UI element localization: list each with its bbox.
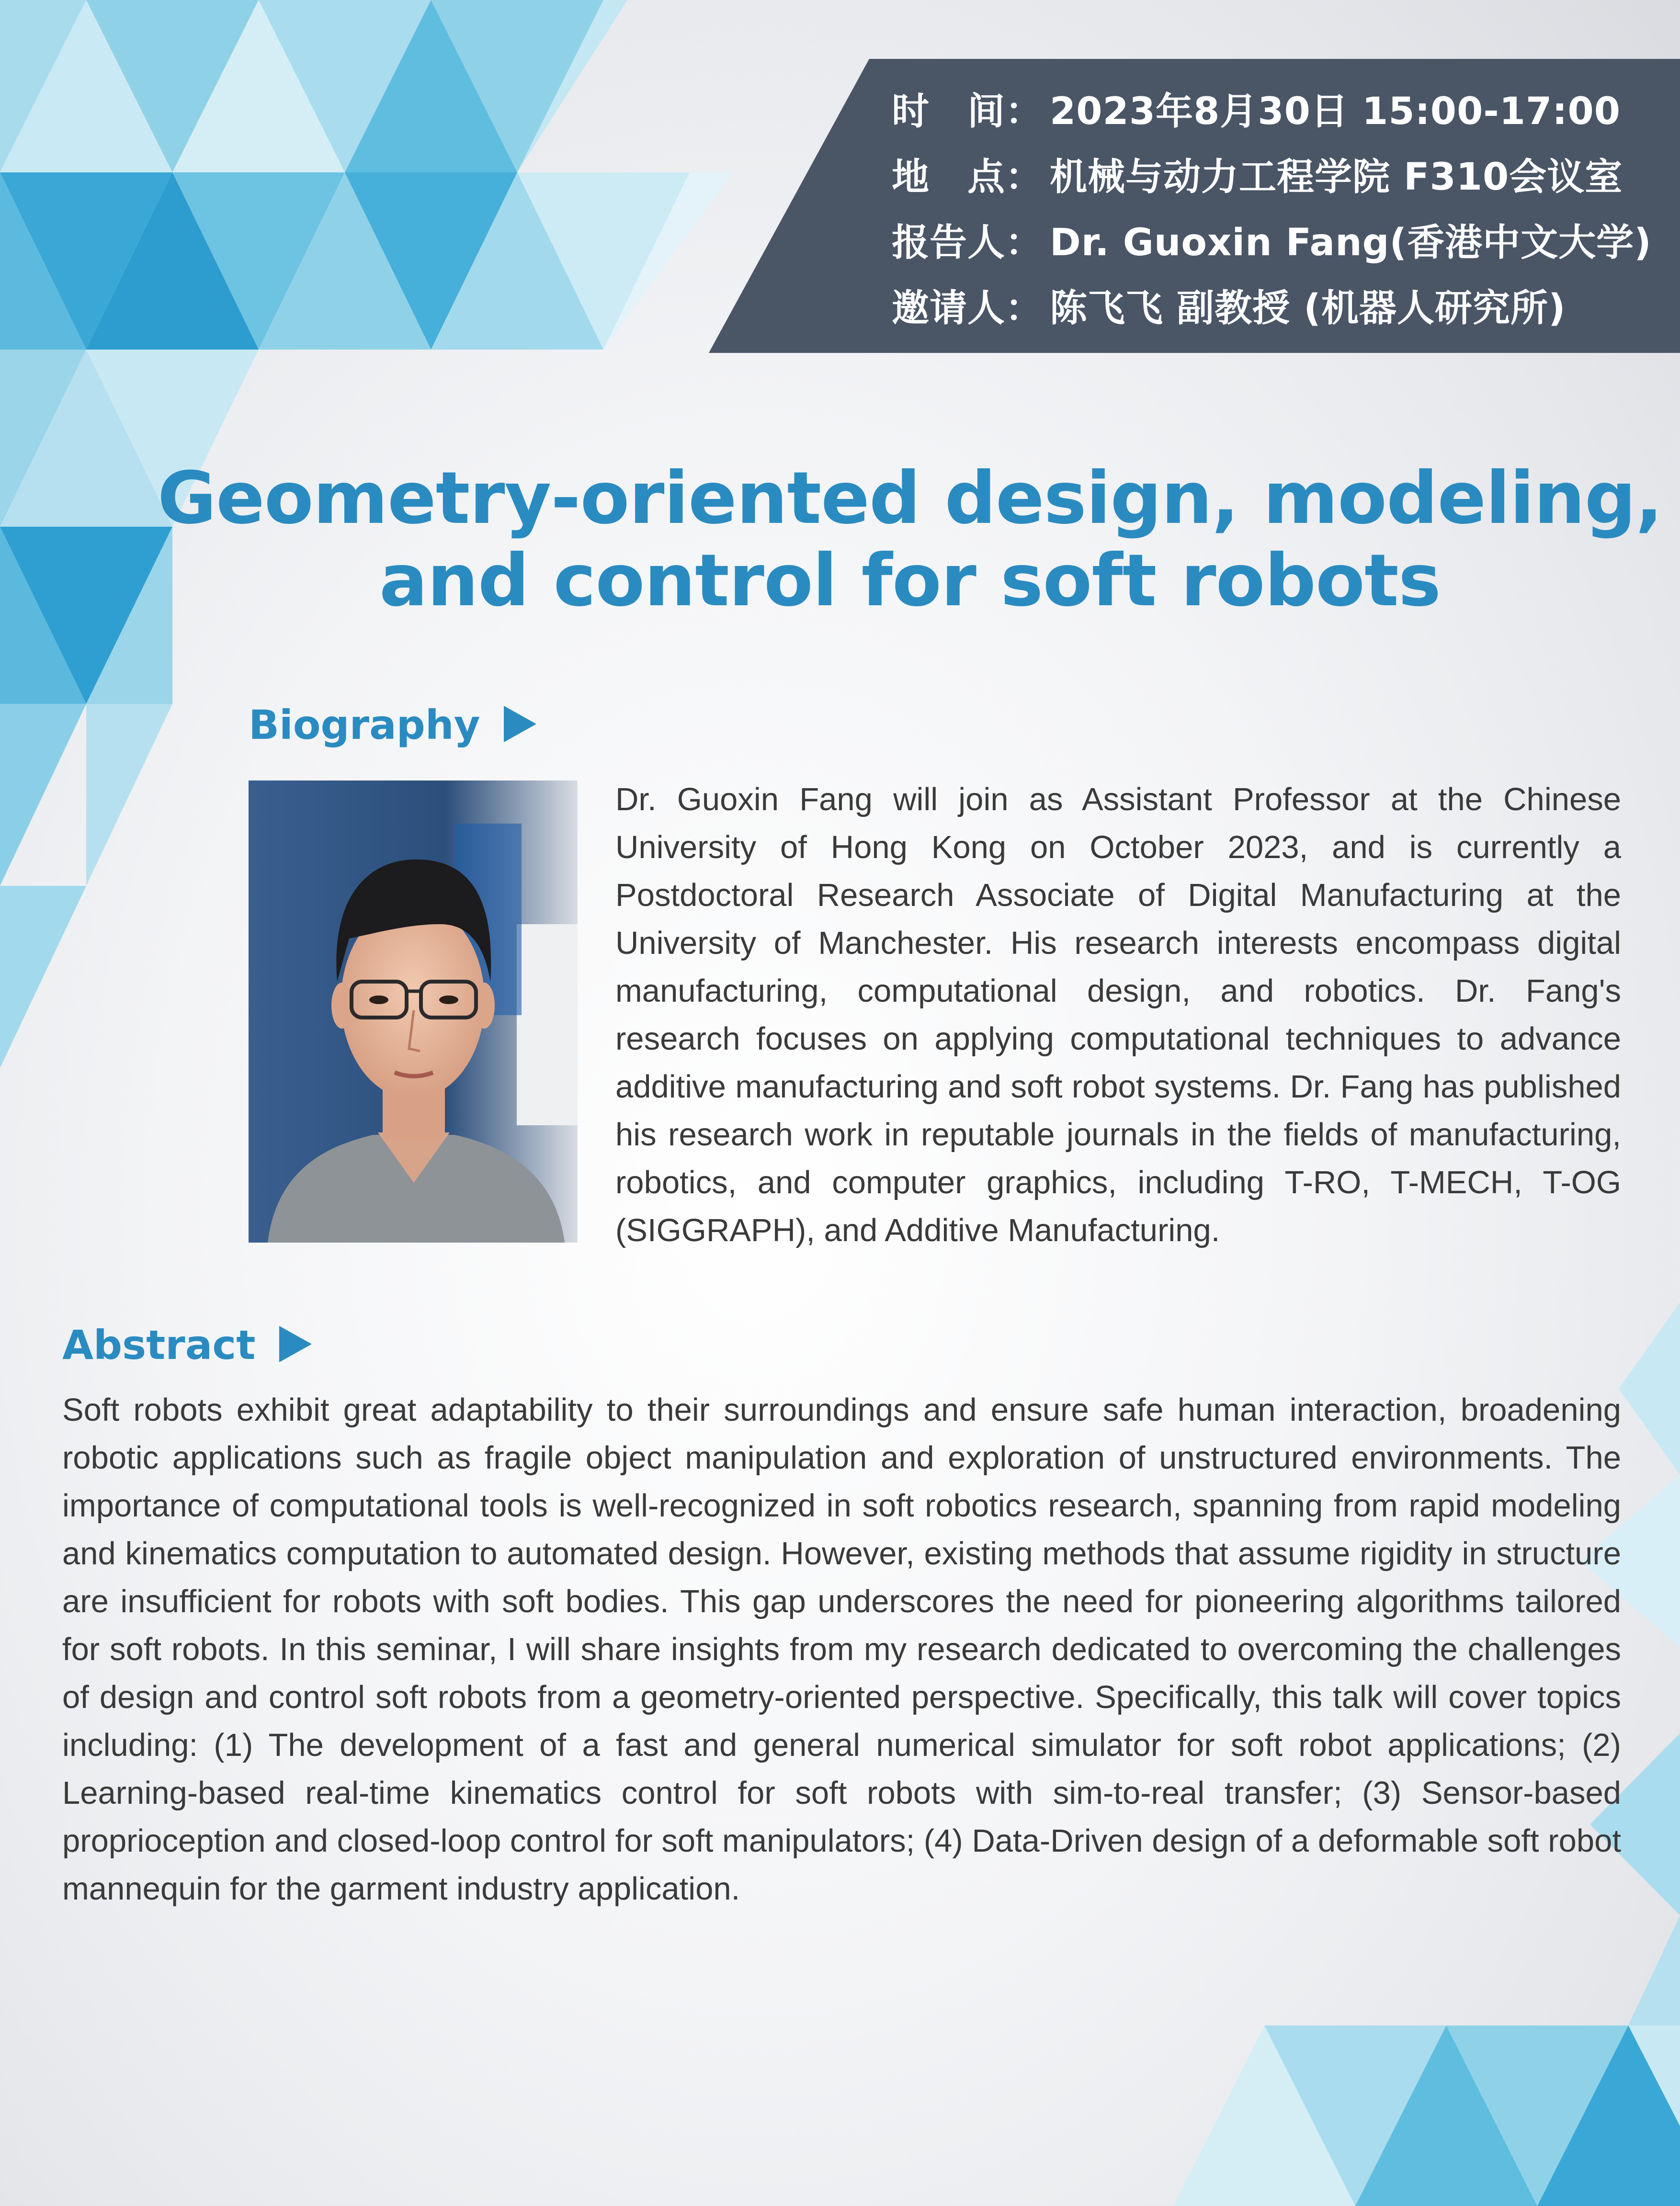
inviter-label: 邀请人： bbox=[892, 287, 1044, 330]
inviter-value: 陈飞飞 副教授 (机器人研究所) bbox=[1050, 287, 1566, 330]
time-value: 2023年8月30日 15:00-17:00 bbox=[1050, 90, 1621, 133]
time-label: 时 间： bbox=[892, 90, 1044, 133]
event-place-row bbox=[892, 147, 1623, 201]
abstract-text: Soft robots exhibit great adaptability to their surroundings and ensure safe human interaction, broadening robotic applications such as fragile object manipulation and exploration of unstructured environments. The importance of computational tools is well-recognized in soft robotics research, spanning from rapid modeling and kinematics computation to automated design. However, existing methods that assume rigidity in structure are insufficient for robots with soft bodies. This gap underscores the need for pioneering algorithms tailored for soft robots. In this seminar, I will share insights from my research dedicated to overcoming the challenges of design and control soft robots from a geometry-oriented perspective. Specifically, this talk will cover topics including: (1) The development of a fast and general numerical simulator for soft robot applications; (2) Learning-based real-time kinematics control for soft robots with sim-to-real transfer; (3) Sensor-based proprioception and closed-loop control for soft manipulators; (4) Data-Driven design of a deformable soft robot mannequin for the garment industry application. bbox=[62, 1392, 1621, 1907]
event-inviter-row bbox=[892, 278, 1566, 332]
speaker-value: Dr. Guoxin Fang(香港中文大学) bbox=[1050, 221, 1652, 264]
play-triangle-icon bbox=[504, 706, 536, 742]
title-line-1: Geometry-oriented design, modeling, bbox=[157, 457, 1663, 540]
biography-text: Dr. Guoxin Fang will join as Assistant Professor at the Chinese University of Hong Kong on October 2023, and is currently a Postdoctoral Research Associate of Digital Manufacturing at the University of Manchester. His research interests encompass digital manufacturing, computational design, and robotics. Dr. Fang's research focuses on applying computational techniques to advance additive manufacturing and soft robot systems. Dr. Fang has published his research work in reputable journals in the fields of manufacturing, robotics, and computer graphics, including T-RO, T-MECH, T-OG (SIGGRAPH), and Additive Manufacturing. bbox=[615, 781, 1621, 1248]
biography-heading bbox=[249, 701, 536, 748]
speaker-label: 报告人： bbox=[892, 221, 1044, 264]
page-title bbox=[0, 457, 1680, 622]
event-time-row bbox=[892, 81, 1621, 135]
title-line-2: and control for soft robots bbox=[379, 539, 1441, 622]
speaker-portrait-icon bbox=[249, 781, 578, 1243]
place-label: 地 点： bbox=[892, 156, 1044, 199]
place-value: 机械与动力工程学院 F310会议室 bbox=[1050, 156, 1623, 199]
biography-heading-label: Biography bbox=[249, 701, 480, 748]
play-triangle-icon bbox=[279, 1326, 312, 1362]
speaker-photo bbox=[249, 781, 578, 1243]
abstract-heading bbox=[62, 1322, 312, 1369]
event-speaker-row bbox=[892, 213, 1652, 266]
abstract-heading-label: Abstract bbox=[62, 1322, 256, 1369]
